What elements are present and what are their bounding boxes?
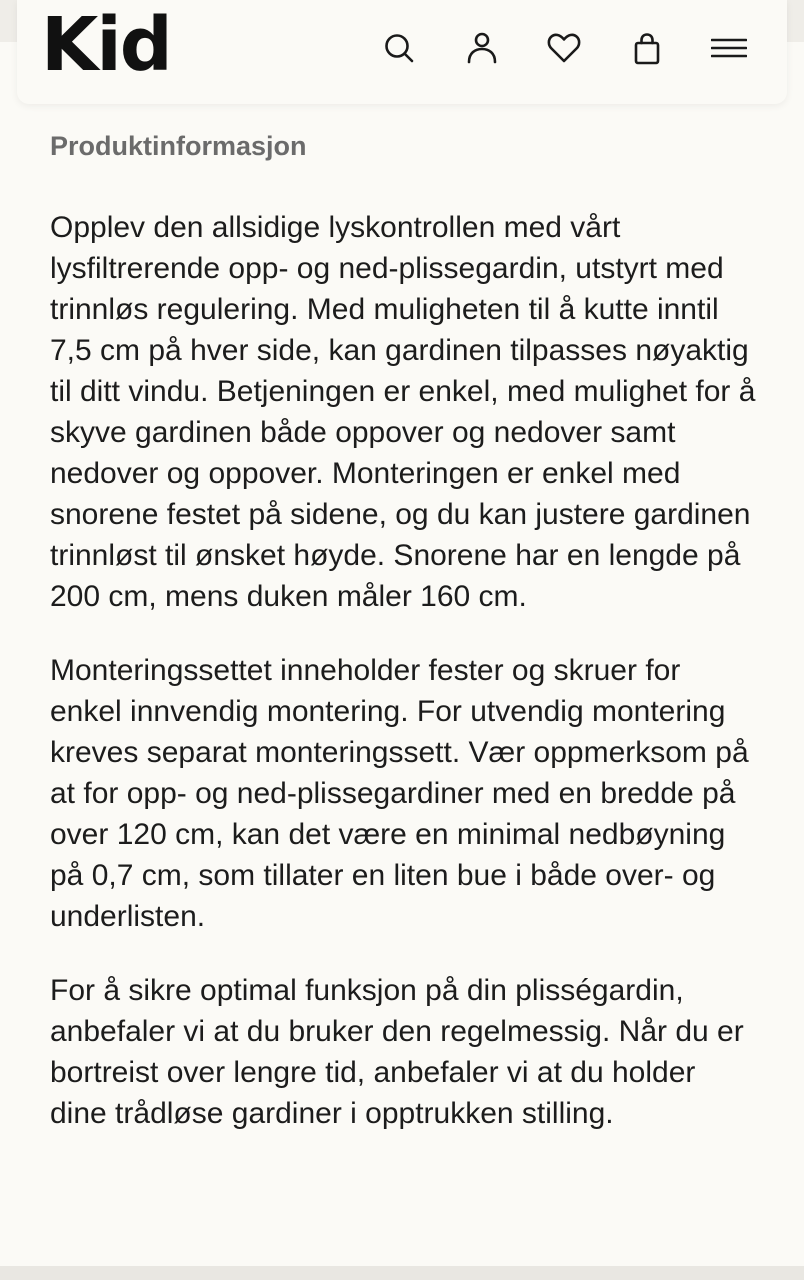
site-header: [17, 0, 787, 104]
description-paragraph-3: For å sikre optimal funksjon på din plisségardin, anbefaler vi at du bruker den regelmessig. Når du er bortreist over lengre tid, anbefaler vi at du holder dine trådløse gardiner i opptrukken stilling.: [50, 974, 744, 1130]
search-icon: [381, 30, 417, 66]
user-icon: [464, 30, 500, 66]
description-paragraph-2: Monteringssettet inneholder fester og skruer for enkel innvendig montering. For utvendig montering kreves separat monteringssett. Vær oppmerksom på at for opp- og ned-plissegardiner med en bredde på over 120 cm, kan det være en minimal nedbøyning på 0,7 cm, som tillater en liten bue i både over- og underlisten.: [50, 654, 749, 933]
bag-icon: [629, 30, 665, 66]
menu-button[interactable]: [709, 28, 749, 68]
product-information-section: [50, 128, 760, 1134]
wishlist-button[interactable]: [544, 28, 584, 68]
cart-button[interactable]: [627, 28, 667, 68]
heart-icon: [546, 30, 582, 66]
search-button[interactable]: [379, 28, 419, 68]
section-heading: Produktinformasjon: [50, 131, 307, 161]
menu-icon: [711, 30, 747, 66]
description-paragraph-1: Opplev den allsidige lyskontrollen med vårt lysfiltrerende opp- og ned-plissegardin, utstyrt med trinnløs regulering. Med muligheten til å kutte inntil 7,5 cm på hver side, kan gardinen tilpasses nøyaktig til ditt vindu. Betjeningen er enkel, med mulighet for å skyve gardinen både oppover og nedover samt nedover og oppover. Monteringen er enkel med snorene festet på sidene, og du kan justere gardinen trinnløst til ønsket høyde. Snorene har en lengde på 200 cm, mens duken måler 160 cm.: [50, 211, 756, 613]
kid-logo[interactable]: Kid: [41, 2, 171, 88]
account-button[interactable]: [462, 28, 502, 68]
bottom-edge: [0, 1266, 804, 1280]
